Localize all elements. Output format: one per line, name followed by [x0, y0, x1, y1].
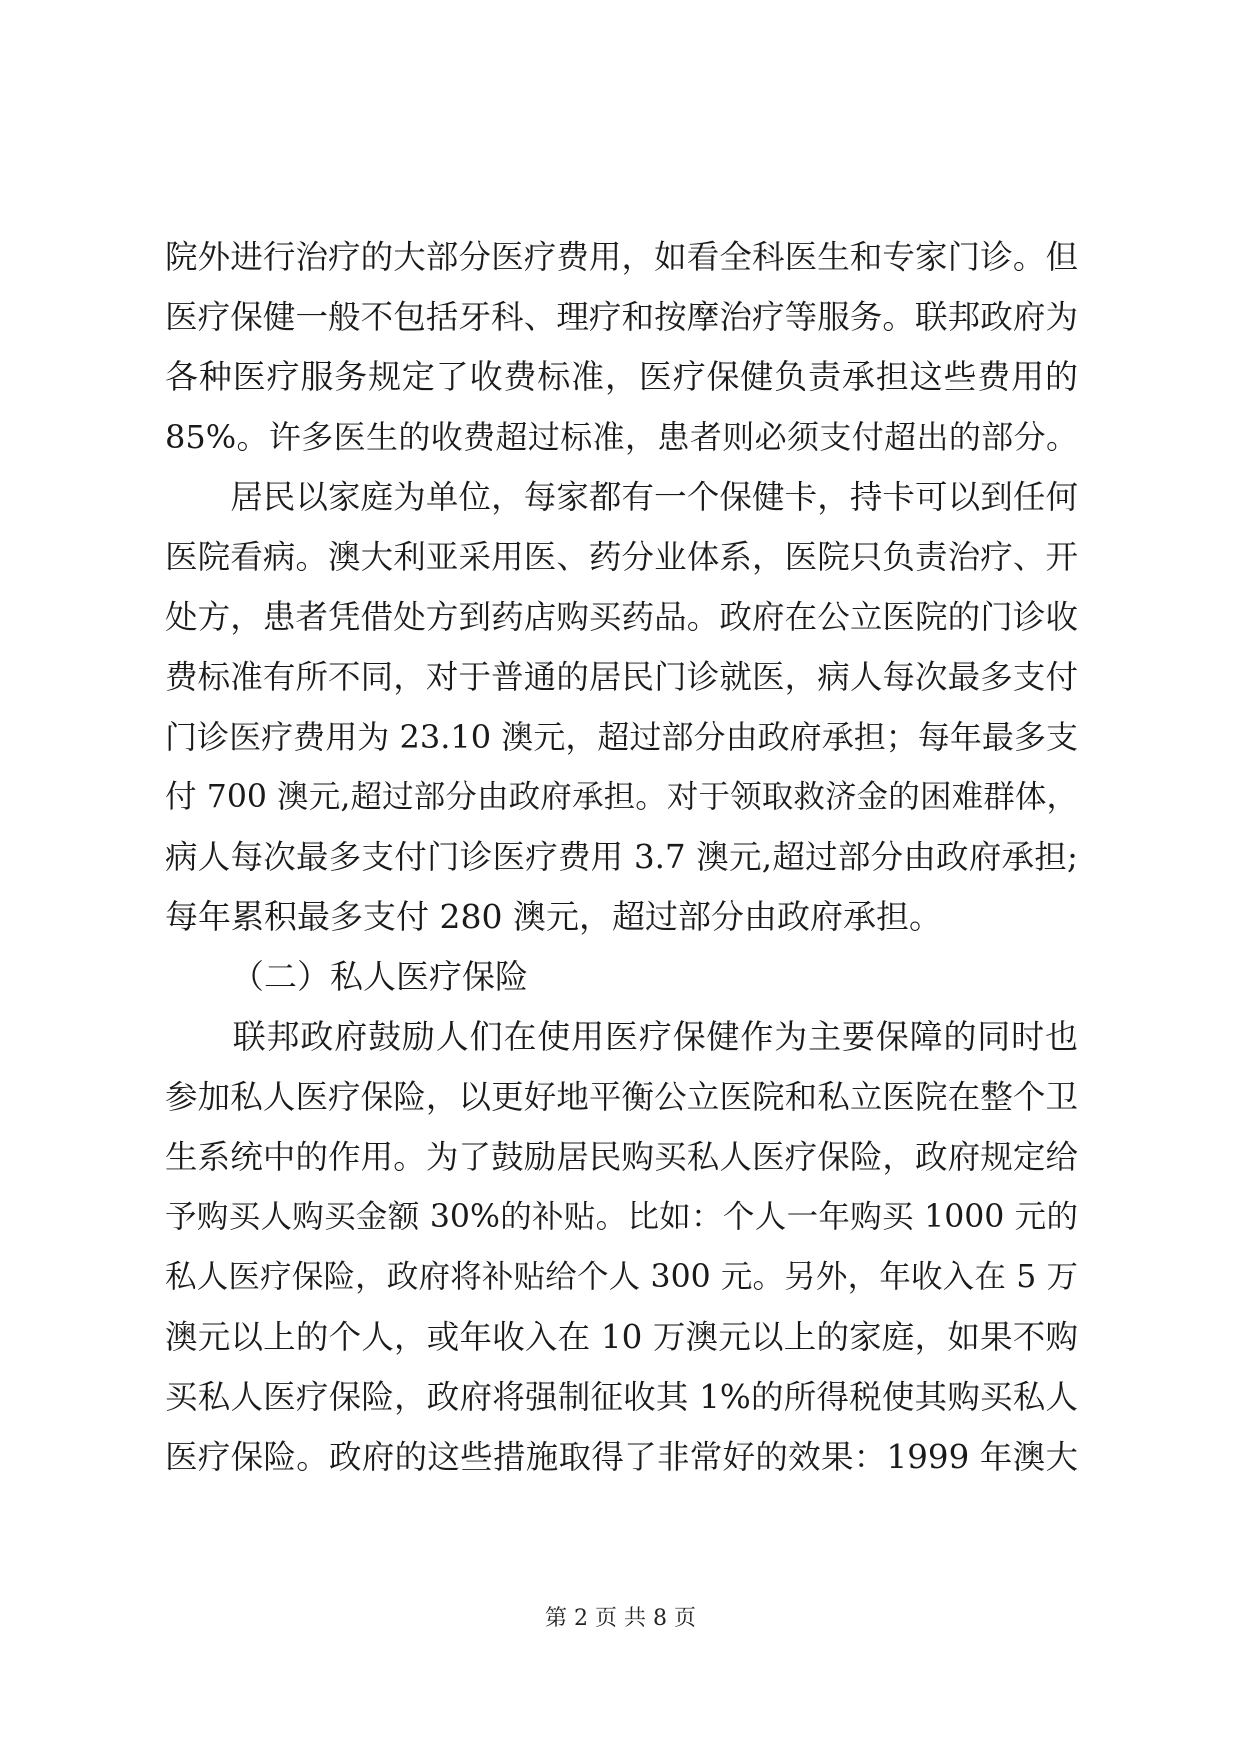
text-line: 医院看病。澳大利亚采用医、药分业体系，医院只负责治疗、开	[165, 538, 1078, 576]
text-line: 付 700 澳元,超过部分由政府承担。对于领取救济金的困难群体，	[165, 779, 1078, 815]
text-line: 医疗保健一般不包括牙科、理疗和按摩治疗等服务。联邦政府为	[165, 298, 1078, 336]
text-line: 医疗保险。政府的这些措施取得了非常好的效果：1999 年澳大	[165, 1438, 1078, 1476]
text-line: 85%。许多医生的收费超过标准，患者则必须支付超出的部分。	[165, 418, 1078, 456]
text-line: 居民以家庭为单位，每家都有一个保健卡，持卡可以到任何	[165, 478, 1078, 516]
section-heading: （二）私人医疗保险	[231, 957, 528, 996]
text-line: 费标准有所不同，对于普通的居民门诊就医，病人每次最多支付	[165, 658, 1078, 696]
text-line: 处方，患者凭借处方到药店购买药品。政府在公立医院的门诊收	[165, 598, 1078, 636]
text-line: 参加私人医疗保险，以更好地平衡公立医院和私立医院在整个卫	[165, 1078, 1078, 1116]
text-line: 私人医疗保险，政府将补贴给个人 300 元。另外，年收入在 5 万	[165, 1259, 1078, 1295]
text-line: 予购买人购买金额 30%的补贴。比如：个人一年购买 1000 元的	[165, 1199, 1078, 1235]
text-line: 买私人医疗保险，政府将强制征收其 1%的所得税使其购买私人	[165, 1378, 1078, 1416]
text-line: 病人每次最多支付门诊医疗费用 3.7 澳元,超过部分由政府承担;	[165, 838, 1078, 876]
text-line: 每年累积最多支付 280 澳元，超过部分由政府承担。	[165, 897, 942, 936]
body-text	[165, 227, 1078, 1487]
text-line: 院外进行治疗的大部分医疗费用，如看全科医生和专家门诊。但	[165, 238, 1078, 276]
page-footer: 第 2 页 共 8 页	[545, 1606, 696, 1631]
text-line: 联邦政府鼓励人们在使用医疗保健作为主要保障的同时也	[165, 1017, 1078, 1056]
text-line: 生系统中的作用。为了鼓励居民购买私人医疗保险，政府规定给	[165, 1138, 1078, 1176]
text-line: 门诊医疗费用为 23.10 澳元，超过部分由政府承担；每年最多支	[165, 718, 1078, 756]
text-line: 各种医疗服务规定了收费标准，医疗保健负责承担这些费用的	[165, 357, 1078, 396]
text-line: 澳元以上的个人，或年收入在 10 万澳元以上的家庭，如果不购	[165, 1318, 1078, 1356]
